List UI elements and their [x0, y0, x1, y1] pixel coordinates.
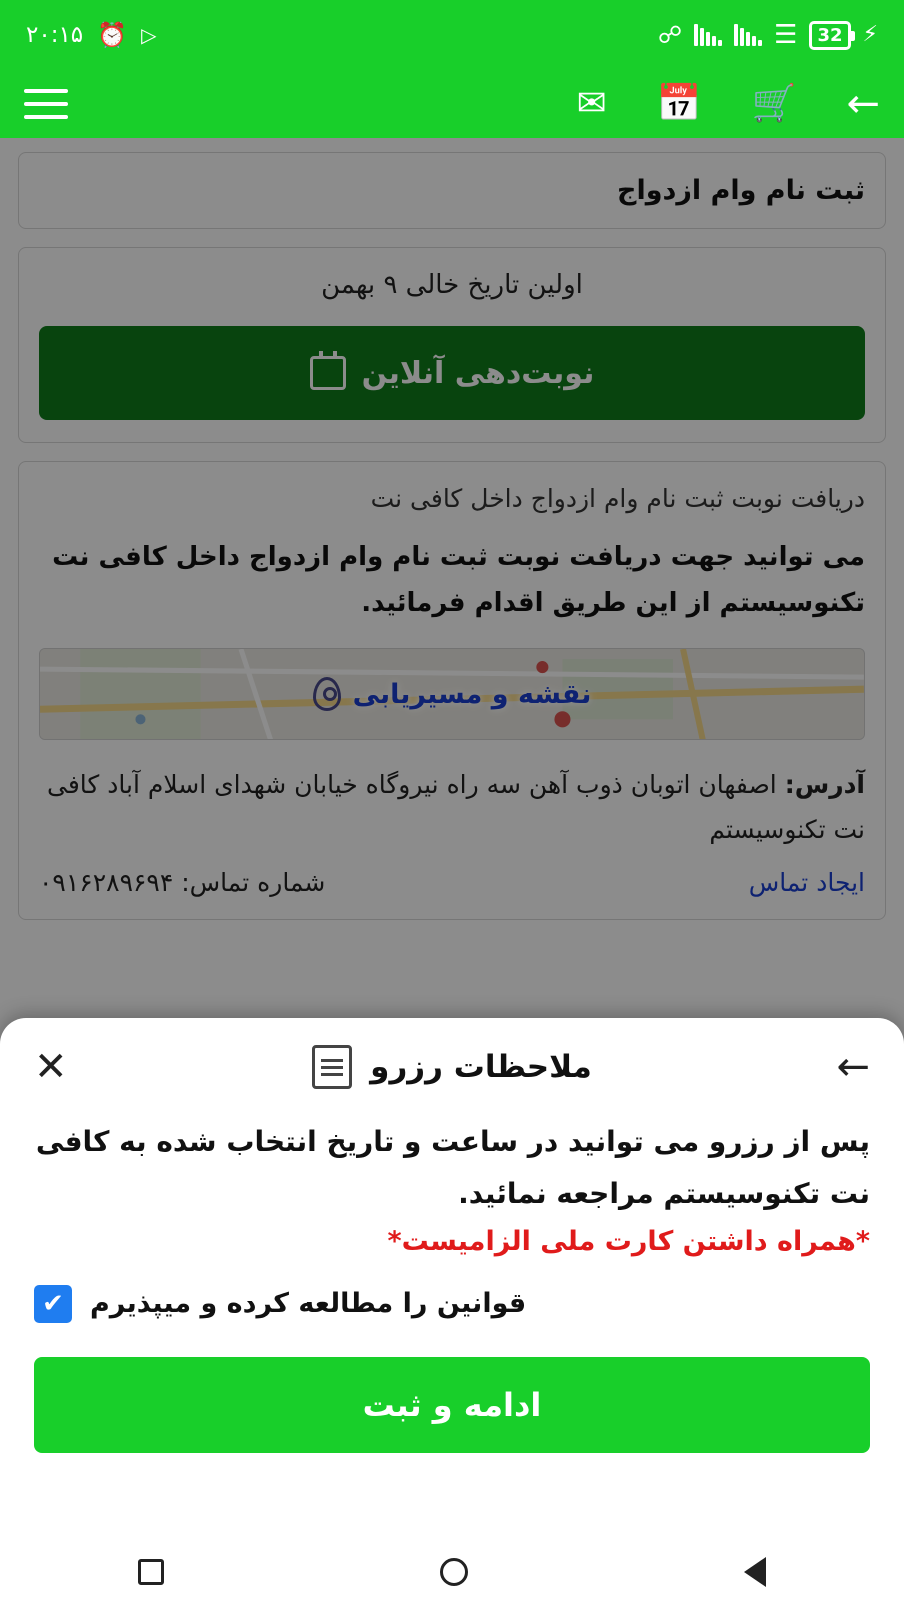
page-title-card [18, 152, 886, 229]
call-link[interactable]: ایجاد تماس [748, 868, 865, 897]
terms-label: قوانین را مطالعه کرده و میپذیرم [90, 1288, 527, 1320]
shopping-cart-icon[interactable]: 🛒 [751, 83, 797, 124]
status-clock: ۲۰:۱۵ [26, 22, 84, 48]
wifi-icon: ☰ [774, 20, 798, 50]
nav-recents-icon[interactable] [138, 1559, 164, 1585]
available-date-text: اولین تاریخ خالی ۹ بهمن [321, 270, 583, 300]
back-arrow-icon[interactable]: ← [836, 1044, 870, 1090]
nav-back-icon[interactable] [744, 1557, 766, 1587]
online-booking-button[interactable] [39, 326, 865, 420]
map-link-label-wrap [313, 677, 592, 711]
address-value: اصفهان اتوبان ذوب آهن سه راه نیروگاه خیابان شهدای اسلام آباد کافی نت تکنوسیستم [47, 770, 865, 844]
mail-icon[interactable]: ✉ [576, 83, 607, 124]
app-bar-icons [576, 81, 880, 127]
calendar-icon [310, 356, 346, 390]
phone-prefix: شماره تماس: [181, 868, 326, 897]
signal-bars-sim1-icon [734, 24, 762, 46]
map-link-label: نقشه و مسیریابی [352, 678, 592, 710]
map-link[interactable] [39, 648, 865, 740]
location-pin-icon [313, 677, 341, 711]
status-bar-left [658, 21, 878, 50]
address-text [39, 762, 865, 852]
phone-number: ۰۹۱۶۲۸۹۶۹۴ [39, 868, 174, 897]
section-heading: دریافت نوبت ثبت نام وام ازدواج داخل کافی نت [370, 484, 865, 513]
sheet-title-group [312, 1045, 592, 1089]
android-navigation-bar [0, 1544, 904, 1600]
sheet-body-text: پس از رزرو می توانید در ساعت و تاریخ انتخاب شده به کافی نت تکنوسیستم مراجعه نمائید. [35, 1125, 870, 1210]
reservation-notes-sheet [0, 1018, 904, 1600]
charging-bolt-icon: ⚡ [862, 22, 878, 47]
app-bar [0, 70, 904, 138]
nav-home-icon[interactable] [440, 1558, 468, 1586]
back-arrow-icon[interactable]: ← [846, 81, 880, 127]
hamburger-menu-icon[interactable] [24, 89, 68, 119]
document-icon [312, 1045, 352, 1089]
booking-card [18, 247, 886, 443]
submit-button[interactable]: ادامه و ثبت [34, 1357, 870, 1453]
page-title: ثبت نام وام ازدواج [617, 175, 865, 206]
bluetooth-icon: ☍ [657, 21, 683, 49]
signal-bars-sim2-icon [694, 24, 722, 46]
battery-indicator: 32 [809, 21, 850, 50]
alarm-icon: ⏰ [97, 21, 128, 49]
address-prefix: آدرس: [784, 770, 865, 799]
info-card [18, 461, 886, 920]
section-body: می توانید جهت دریافت نوبت ثبت نام وام ازدواج داخل کافی نت تکنوسیستم از این طریق اقدام فرمائید. [52, 542, 865, 618]
terms-row[interactable] [34, 1285, 870, 1323]
close-icon[interactable]: ✕ [34, 1044, 68, 1090]
phone-text [39, 868, 325, 897]
sheet-title: ملاحظات رزرو [370, 1049, 592, 1085]
sheet-warning-text: *همراه داشتن کارت ملی الزامیست* [387, 1225, 870, 1257]
status-bar [0, 0, 904, 70]
terms-checkbox[interactable]: ✔ [34, 1285, 72, 1323]
status-bar-right [26, 21, 156, 49]
phone-row [39, 868, 865, 897]
online-booking-label: نوبت‌دهی آنلاین [361, 355, 595, 391]
sheet-header [34, 1044, 870, 1090]
calendar-icon[interactable]: 📅 [656, 83, 702, 124]
play-store-icon: ▷ [141, 23, 157, 47]
